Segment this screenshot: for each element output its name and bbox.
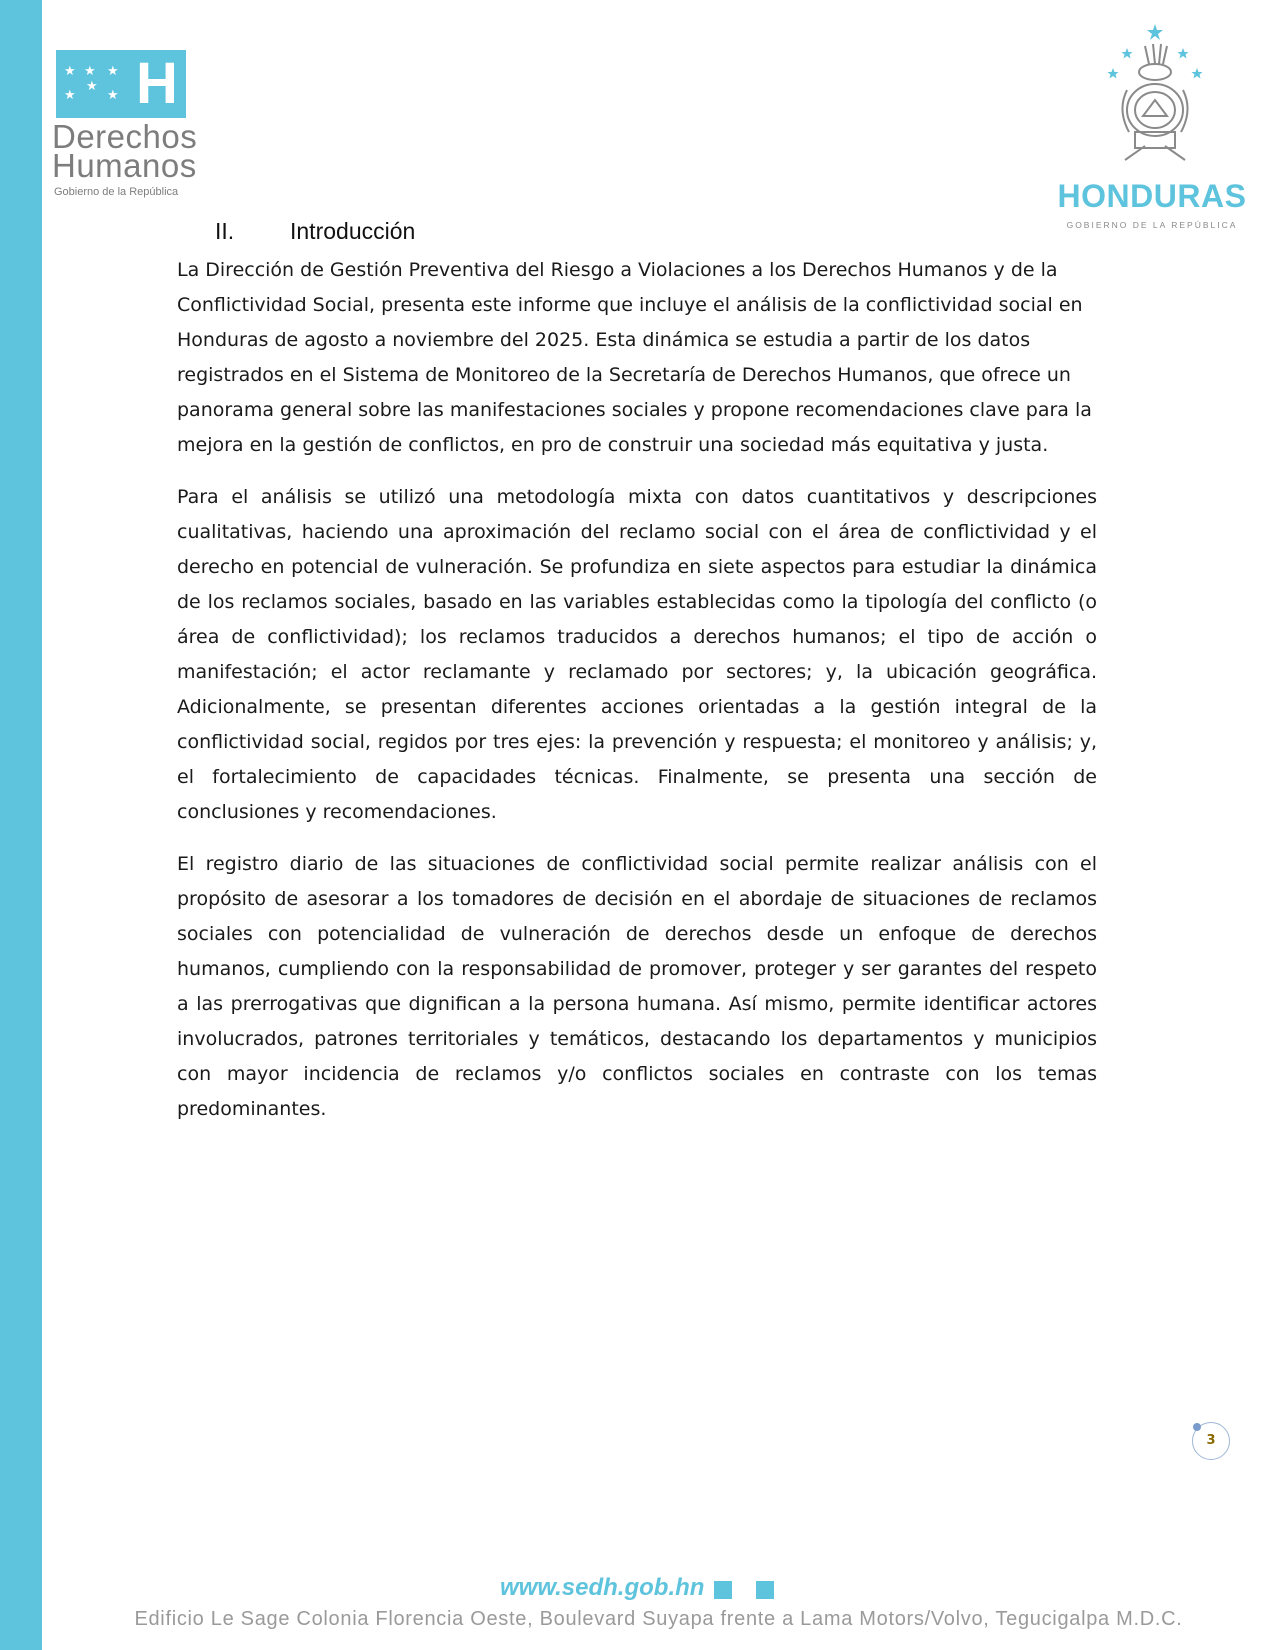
logo-flag-box (56, 50, 186, 118)
logo-title (52, 118, 252, 184)
footer-square-icon (756, 1581, 774, 1599)
side-accent-bar (0, 0, 42, 1650)
paragraph: La Dirección de Gestión Preventiva del Riesgo a Violaciones a los Derechos Humanos y de la Conflictividad Social, presenta este informe que incluye el análisis de la conflictividad social en Honduras de agosto a noviembre del 2025. Esta dinámica se estudia a partir de los datos registrados en el Sistema de Monitoreo de la Secretaría de Derechos Humanos, que ofrece un panorama general sobre las manifestaciones sociales y propone recomendaciones clave para la mejora en la gestión de conflictos, en pro de construir una sociedad más equitativa y justa. (177, 259, 1092, 456)
footer-address: Edificio Le Sage Colonia Florencia Oeste, Boulevard Suyapa frente a Lama Motors/Volvo, Tegucigalpa M.D.C. (134, 1608, 1183, 1630)
star-icon: ★ (84, 63, 96, 78)
logo-title-line1: Derechos (52, 118, 198, 155)
logo-country-name: HONDURAS (1057, 178, 1247, 214)
page-number: 3 (1192, 1422, 1230, 1460)
footer-url[interactable]: www.sedh.gob.hn (500, 1574, 705, 1601)
star-icon: ★ (86, 78, 98, 93)
footer-website (500, 1574, 820, 1604)
page-number-dot (1193, 1423, 1201, 1431)
star-icon: ★ (107, 63, 119, 78)
footer-square-icon (714, 1581, 732, 1599)
star-icon: ★ (64, 63, 76, 78)
paragraph: El registro diario de las situaciones de conflictividad social permite realizar análisis con el propósito de asesorar a los tomadores de decisión en el abordaje de situaciones de reclamos sociales con potencialidad de vulneración de derechos desde un enfoque de derechos humanos, cumpliendo con la responsabilidad de promover, proteger y ser garantes del respeto a las prerrogativas que dignifican a la persona humana. Así mismo, permite identificar actores involucrados, patrones territoriales y temáticos, destacando los departamentos y municipios con mayor incidencia de reclamos y/o conflictos sociales en contraste con los temas predominantes. (177, 853, 1097, 1120)
coat-of-arms-icon (1095, 20, 1215, 170)
paragraph: Para el análisis se utilizó una metodología mixta con datos cuantitativos y descripciones cualitativas, haciendo una aproximación del reclamo social con el área de conflictividad y el derecho en potencial de vulneración. Se profundiza en siete aspectos para estudiar la dinámica de los reclamos sociales, basado en las variables establecidas como la tipología del conflicto (o área de conflictividad); los reclamos traducidos a derechos humanos; el tipo de acción o manifestación; el actor reclamante y reclamado por sectores; y, la ubicación geográfica. Adicionalmente, se presentan diferentes acciones orientadas a la gestión integral de la conflictividad social, regidos por tres ejes: la prevención y respuesta; el monitoreo y análisis; y, el fortalecimiento de capacidades técnicas. Finalmente, se presenta una sección de conclusiones y recomendaciones. (177, 486, 1097, 823)
logo-subtitle: Gobierno de la República (54, 186, 179, 198)
section-number: II. (215, 218, 235, 244)
star-icon: ★ (107, 87, 119, 102)
section-heading (215, 218, 415, 245)
logo-government-subtitle: GOBIERNO DE LA REPÚBLICA (1066, 220, 1238, 230)
logo-letter: H (136, 51, 178, 116)
star-icon: ★ (64, 87, 76, 102)
derechos-humanos-logo (52, 50, 242, 210)
star-icons (62, 60, 132, 110)
logo-title-line2: Humanos (52, 147, 197, 184)
honduras-logo (1030, 20, 1270, 235)
body-content (177, 253, 1097, 1144)
section-title: Introducción (290, 218, 416, 244)
